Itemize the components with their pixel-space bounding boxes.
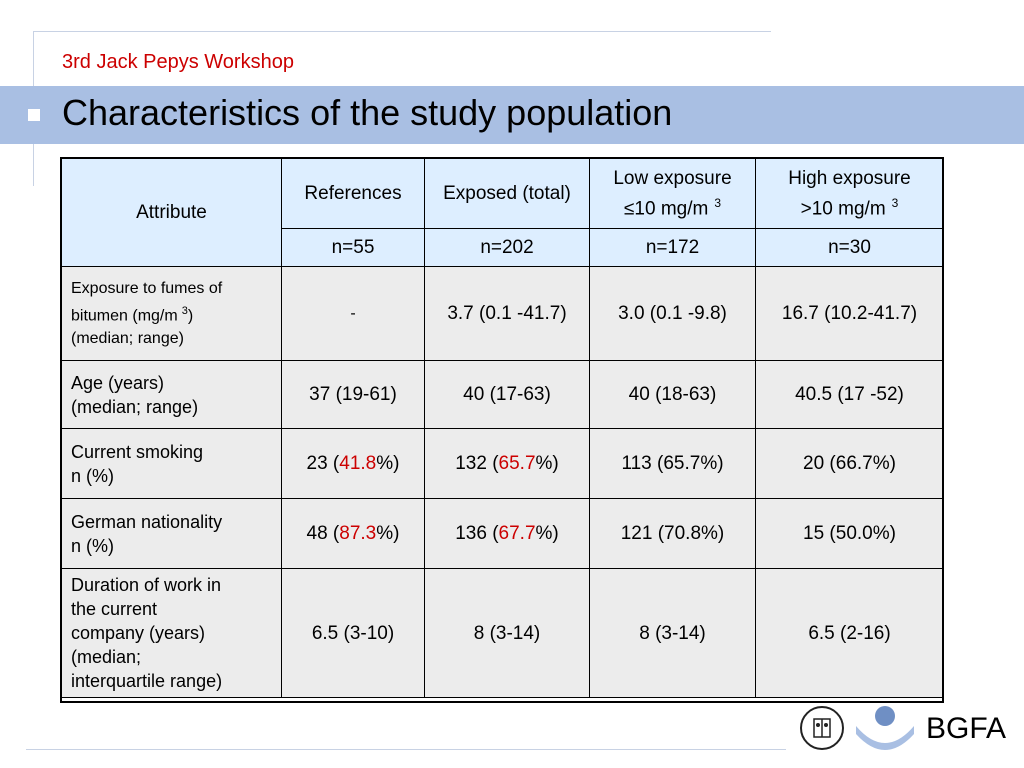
- attr-line: Current smoking: [71, 441, 204, 462]
- attr-line: (median; range): [71, 396, 199, 417]
- col-header-label: Exposed (total): [443, 183, 571, 204]
- slide-title: Characteristics of the study population: [62, 92, 673, 133]
- cell-text: 48 (: [306, 523, 340, 544]
- n-high-exposure: n=30: [756, 229, 944, 267]
- bgfa-logo-text: BGFA: [926, 712, 1007, 745]
- attr-line: interquartile range): [71, 671, 223, 691]
- n-references: n=55: [282, 229, 425, 267]
- cell-low-exposure: 40 (18-63): [590, 361, 756, 429]
- attr-line: Age (years): [71, 372, 165, 393]
- cell-text: %): [535, 523, 559, 544]
- table-row: [62, 499, 944, 569]
- table-row: [62, 429, 944, 499]
- attribute-header: [62, 159, 282, 267]
- highlighted-value: 65.7: [498, 453, 536, 474]
- col-header-low-exposure: [590, 159, 756, 229]
- attr-line: the current: [71, 599, 158, 619]
- col-header-high-exposure: [756, 159, 944, 229]
- highlighted-value: 67.7: [498, 523, 536, 544]
- cell-low-exposure: 121 (70.8%): [590, 499, 756, 569]
- cell-text: %): [376, 453, 400, 474]
- square-bullet-icon: [28, 109, 40, 121]
- row-attribute: [62, 361, 282, 429]
- cell-references: 37 (19-61): [282, 361, 425, 429]
- study-population-table: [61, 158, 944, 698]
- col-header-label-line2: [594, 191, 751, 221]
- attr-line: Duration of work in: [71, 575, 222, 595]
- cell-text: %): [376, 523, 400, 544]
- attribute-header-label: Attribute: [136, 201, 207, 223]
- cell-exposed-total: 8 (3-14): [425, 569, 590, 698]
- row-attribute: [62, 267, 282, 361]
- attr-line: (median; range): [71, 330, 184, 348]
- cell-references: -: [282, 267, 425, 361]
- attr-line: (median;: [71, 647, 142, 667]
- highlighted-value: 41.8: [339, 453, 377, 474]
- footer-line: [26, 749, 786, 750]
- row-attribute: [62, 499, 282, 569]
- n-low-exposure: n=172: [590, 229, 756, 267]
- cell-exposed-total: 40 (17-63): [425, 361, 590, 429]
- cell-high-exposure: 40.5 (17 -52): [756, 361, 944, 429]
- table-row: [62, 267, 944, 361]
- table-row: [62, 569, 944, 698]
- cell-text: 23 (: [306, 453, 340, 474]
- cell-references: [282, 429, 425, 499]
- row-attribute: [62, 429, 282, 499]
- attr-line: n (%): [71, 535, 115, 556]
- attr-text: bitumen (mg/m: [71, 307, 178, 325]
- seal-figure-icon: [811, 716, 833, 740]
- attr-line: Exposure to fumes of: [71, 279, 223, 297]
- cell-exposed-total: [425, 499, 590, 569]
- attr-text: ): [187, 307, 194, 325]
- table-row: [62, 361, 944, 429]
- highlighted-value: 87.3: [339, 523, 377, 544]
- col-header-unit: >10 mg/m: [800, 198, 886, 220]
- cell-high-exposure: 6.5 (2-16): [756, 569, 944, 698]
- cell-high-exposure: 16.7 (10.2-41.7): [756, 267, 944, 361]
- cell-exposed-total: [425, 429, 590, 499]
- cell-text: %): [535, 453, 559, 474]
- attr-line: [71, 300, 277, 327]
- cell-low-exposure: 113 (65.7%): [590, 429, 756, 499]
- cell-text: 132 (: [455, 453, 499, 474]
- cell-high-exposure: 15 (50.0%): [756, 499, 944, 569]
- superscript: 3: [891, 195, 899, 210]
- row-attribute: [62, 569, 282, 698]
- col-header-label: References: [304, 183, 402, 204]
- col-header-label-line2: [760, 191, 939, 221]
- table-header-row: [62, 159, 944, 229]
- attr-line: company (years): [71, 623, 206, 643]
- col-header-label: Low exposure: [613, 167, 732, 189]
- col-header-references: [282, 159, 425, 229]
- cell-text: 136 (: [455, 523, 499, 544]
- cell-low-exposure: 8 (3-14): [590, 569, 756, 698]
- superscript: 3: [181, 304, 188, 317]
- col-header-label: High exposure: [788, 167, 911, 189]
- col-header-exposed-total: [425, 159, 590, 229]
- frame-top-line: [33, 31, 771, 32]
- bgfa-logo-icon: [852, 704, 918, 754]
- cell-exposed-total: 3.7 (0.1 -41.7): [425, 267, 590, 361]
- superscript: 3: [714, 195, 722, 210]
- cell-low-exposure: 3.0 (0.1 -9.8): [590, 267, 756, 361]
- attr-line: n (%): [71, 465, 115, 486]
- cell-references: 6.5 (3-10): [282, 569, 425, 698]
- col-header-unit: ≤10 mg/m: [623, 198, 709, 220]
- n-exposed-total: n=202: [425, 229, 590, 267]
- attr-line: German nationality: [71, 511, 223, 532]
- workshop-label: 3rd Jack Pepys Workshop: [62, 51, 294, 73]
- cell-high-exposure: 20 (66.7%): [756, 429, 944, 499]
- cell-references: [282, 499, 425, 569]
